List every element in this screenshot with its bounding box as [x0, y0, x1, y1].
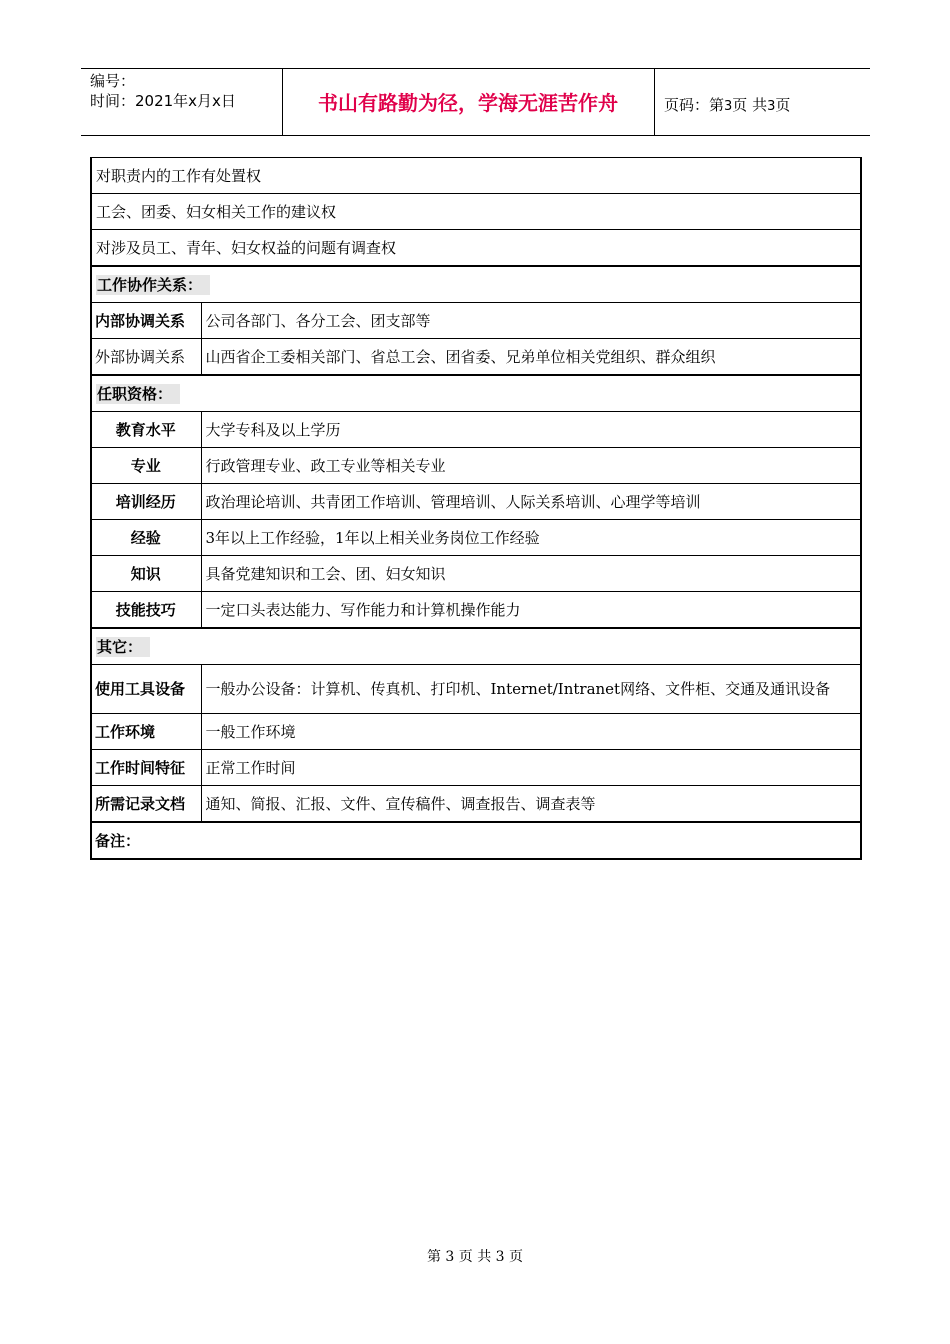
page-prefix: 页码：第	[664, 96, 725, 114]
row-label: 外部协调关系	[91, 339, 201, 376]
row-value: 政治理论培训、共青团工作培训、管理培训、人际关系培训、心理学等培训	[201, 484, 861, 520]
table-row	[91, 520, 861, 556]
row-label: 专业	[91, 448, 201, 484]
row-value: 一定口头表达能力、写作能力和计算机操作能力	[201, 592, 861, 629]
authority-item: 工会、团委、妇女相关工作的建议权	[91, 194, 861, 230]
row-label: 教育水平	[91, 412, 201, 448]
table-row	[91, 448, 861, 484]
page-mid: 页 共	[732, 96, 768, 114]
row-label: 培训经历	[91, 484, 201, 520]
row-value: 具备党建知识和工会、团、妇女知识	[201, 556, 861, 592]
row-label: 技能技巧	[91, 592, 201, 629]
section-title: 其它：	[96, 637, 150, 657]
section-other-row	[91, 628, 861, 665]
table-row	[91, 412, 861, 448]
row-value: 3年以上工作经验，1年以上相关业务岗位工作经验	[201, 520, 861, 556]
page-current: 3	[724, 99, 733, 114]
row-label: 工作环境	[91, 714, 201, 750]
table-row	[91, 786, 861, 823]
row-value: 正常工作时间	[201, 750, 861, 786]
row-value: 大学专科及以上学历	[201, 412, 861, 448]
row-value: 一般工作环境	[201, 714, 861, 750]
section-title: 任职资格：	[96, 384, 180, 404]
table-row	[91, 484, 861, 520]
row-value: 山西省企工委相关部门、省总工会、团省委、兄弟单位相关党组织、群众组织	[201, 339, 861, 376]
row-label: 内部协调关系	[91, 303, 201, 339]
table-row	[91, 303, 861, 339]
page-suffix: 页	[775, 96, 791, 114]
row-label: 使用工具设备	[91, 665, 201, 714]
remarks-row	[91, 822, 861, 859]
header-bottom-rule	[81, 135, 870, 136]
row-label: 经验	[91, 520, 201, 556]
table-row	[91, 339, 861, 376]
section-collab	[91, 266, 861, 303]
section-other	[91, 628, 861, 665]
row-label: 所需记录文档	[91, 786, 201, 823]
authority-row	[91, 194, 861, 230]
section-qual-row	[91, 375, 861, 412]
row-label: 知识	[91, 556, 201, 592]
header-page-info	[664, 94, 790, 115]
section-title: 工作协作关系：	[96, 275, 210, 295]
authority-row	[91, 230, 861, 267]
authority-item: 对涉及员工、青年、妇女权益的问题有调查权	[91, 230, 861, 267]
doc-time-label: 时间：2021年x月x日	[90, 92, 236, 110]
table-row	[91, 714, 861, 750]
table-row	[91, 665, 861, 714]
authority-item: 对职责内的工作有处置权	[91, 158, 861, 194]
job-description-table	[90, 157, 862, 860]
row-label: 工作时间特征	[91, 750, 201, 786]
header-motto: 书山有路勤为径，学海无涯苦作舟	[318, 91, 618, 115]
header-divider-right	[654, 68, 655, 135]
authority-row	[91, 158, 861, 194]
table-row	[91, 556, 861, 592]
header-meta	[90, 71, 236, 111]
remarks-label: 备注：	[91, 822, 861, 859]
section-qualifications	[91, 375, 861, 412]
table-row	[91, 750, 861, 786]
page-total: 3	[767, 99, 776, 114]
doc-number-label: 编号：	[90, 72, 136, 90]
row-value: 公司各部门、各分工会、团支部等	[201, 303, 861, 339]
table-row	[91, 592, 861, 629]
row-value: 行政管理专业、政工专业等相关专业	[201, 448, 861, 484]
section-collab-row	[91, 266, 861, 303]
page-footer: 第 3 页 共 3 页	[426, 1249, 524, 1265]
row-value: 通知、简报、汇报、文件、宣传稿件、调查报告、调查表等	[201, 786, 861, 823]
row-value: 一般办公设备：计算机、传真机、打印机、Internet/Intranet网络、文件柜、交通及通讯设备	[201, 665, 861, 714]
